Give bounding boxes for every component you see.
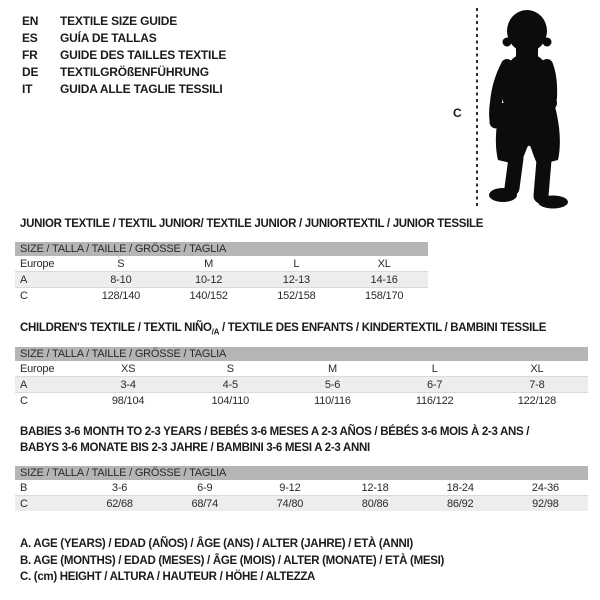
- table-cell: 68/74: [191, 497, 218, 510]
- table-cell: 122/128: [517, 394, 557, 407]
- language-title: TEXTILE SIZE GUIDE: [60, 14, 178, 28]
- table-cell: 62/68: [106, 497, 133, 510]
- table-cell: 14-16: [370, 273, 398, 286]
- language-title: GUIDA ALLE TAGLIE TESSILI: [60, 82, 223, 96]
- babies-title-line2: BABYS 3-6 MONATE BIS 2-3 JAHRE / BAMBINI 3-6 MESI A 2-3 ANNI: [20, 442, 370, 454]
- language-title-list: [22, 13, 226, 98]
- footnote-height: C. (cm) HEIGHT / ALTURA / HAUTEUR / HÖHE / ALTEZZA: [20, 571, 316, 583]
- table-row-height: [15, 288, 428, 304]
- table-cell: XL: [530, 362, 544, 375]
- table-row-height: [15, 393, 588, 409]
- row-label: Europe: [20, 257, 55, 270]
- height-measure-label: C: [453, 106, 462, 120]
- size-header-row: [15, 242, 428, 256]
- language-row-en: [22, 13, 226, 30]
- table-cell: XL: [377, 257, 391, 270]
- children-size-table: [15, 347, 588, 408]
- table-row-height: [15, 496, 588, 512]
- table-cell: L: [431, 362, 438, 375]
- babies-title-line1: BABIES 3-6 MONTH TO 2-3 YEARS / BEBÉS 3-6 MESES A 2-3 AÑOS / BÉBÉS 3-6 MOIS À 2-3 ANS /: [20, 426, 530, 438]
- table-cell: 6-7: [427, 378, 443, 391]
- row-label: A: [20, 378, 28, 391]
- table-cell: M: [204, 257, 214, 270]
- footnote-age-years: A. AGE (YEARS) / EDAD (AÑOS) / ÂGE (ANS) / ALTER (JAHRE) / ETÀ (ANNI): [20, 538, 413, 550]
- table-cell: 18-24: [446, 481, 474, 494]
- language-row-it: [22, 81, 226, 98]
- language-code: ES: [22, 31, 38, 45]
- junior-size-table: [15, 242, 428, 303]
- language-title: TEXTILGRÖßENFÜHRUNG: [60, 65, 209, 79]
- language-row-fr: [22, 47, 226, 64]
- language-title: GUÍA DE TALLAS: [60, 31, 157, 45]
- language-row-de: [22, 64, 226, 81]
- row-label: C: [20, 497, 28, 510]
- size-header-cell: SIZE / TALLA / TAILLE / GRÖSSE / TAGLIA: [15, 242, 428, 256]
- table-cell: 92/98: [532, 497, 559, 510]
- table-cell: 116/122: [415, 394, 454, 407]
- language-title: GUIDE DES TAILLES TEXTILE: [60, 48, 227, 62]
- table-row-age: [15, 272, 428, 288]
- table-cell: 74/80: [276, 497, 304, 510]
- language-row-es: [22, 30, 226, 47]
- table-cell: 140/152: [189, 289, 228, 302]
- table-cell: 3-4: [120, 378, 136, 391]
- table-cell: 98/104: [111, 394, 145, 407]
- table-cell: L: [293, 257, 300, 270]
- table-cell: 80/86: [361, 497, 389, 510]
- table-row-europe: [15, 256, 428, 272]
- size-header-row: [15, 466, 588, 480]
- table-cell: 9-12: [279, 481, 301, 494]
- table-cell: 7-8: [529, 378, 545, 391]
- table-cell: 152/158: [277, 289, 316, 302]
- babies-section-title: [20, 424, 529, 456]
- table-cell: XS: [120, 362, 136, 375]
- junior-section-title: JUNIOR TEXTILE / TEXTIL JUNIOR/ TEXTILE JUNIOR / JUNIORTEXTIL / JUNIOR TESSILE: [20, 218, 484, 230]
- language-code: FR: [22, 48, 38, 62]
- table-cell: 5-6: [324, 378, 341, 391]
- table-cell: S: [117, 257, 125, 270]
- table-cell: 3-6: [111, 481, 128, 494]
- language-code: EN: [22, 14, 39, 28]
- table-cell: 10-12: [195, 273, 223, 286]
- row-label: Europe: [20, 362, 55, 375]
- table-cell: S: [226, 362, 234, 375]
- table-cell: 104/110: [211, 394, 250, 407]
- row-label: B: [20, 481, 28, 494]
- table-cell: 110/116: [314, 394, 351, 407]
- babies-size-table: [15, 466, 588, 511]
- row-label: A: [20, 273, 28, 286]
- baby-silhouette-icon: [486, 8, 574, 210]
- table-cell: 12-18: [361, 481, 389, 494]
- table-cell: 6-9: [197, 481, 213, 494]
- table-cell: 8-10: [110, 273, 132, 286]
- table-cell: 4-5: [222, 378, 238, 391]
- size-header-cell: SIZE / TALLA / TAILLE / GRÖSSE / TAGLIA: [15, 347, 588, 361]
- children-section-title: [20, 320, 546, 340]
- size-header-cell: SIZE / TALLA / TAILLE / GRÖSSE / TAGLIA: [15, 466, 588, 480]
- children-title-prefix: CHILDREN'S TEXTILE / TEXTIL NIÑO: [20, 322, 212, 334]
- row-label: C: [20, 394, 28, 407]
- table-cell: 24-36: [531, 481, 559, 494]
- table-cell: 128/140: [101, 289, 141, 302]
- children-title-suffix: / TEXTILE DES ENFANTS / KINDERTEXTIL / BAMBINI TESSILE: [219, 322, 547, 334]
- size-header-row: [15, 347, 588, 361]
- table-row-age: [15, 377, 588, 393]
- table-row-age-months: [15, 480, 588, 496]
- row-label: C: [20, 289, 28, 302]
- table-cell: 12-13: [282, 273, 310, 286]
- footnote-age-months: B. AGE (MONTHS) / EDAD (MESES) / ÂGE (MOIS) / ALTER (MONATE) / ETÀ (MESI): [20, 555, 445, 567]
- table-cell: M: [327, 362, 337, 375]
- table-row-europe: [15, 361, 588, 377]
- table-cell: 158/170: [364, 289, 404, 302]
- language-code: IT: [22, 82, 33, 96]
- table-cell: 86/92: [446, 497, 474, 510]
- children-title-subscript: /A: [211, 327, 220, 337]
- height-measure-line: [476, 8, 478, 208]
- language-code: DE: [22, 65, 39, 79]
